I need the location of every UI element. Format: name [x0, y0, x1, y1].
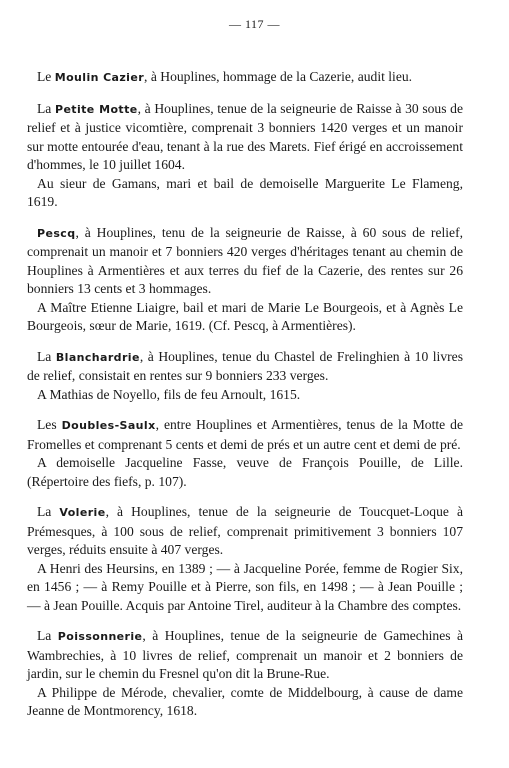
entry-holder-paragraph: A demoiselle Jacqueline Fasse, veuve de François Pouille, de Lille. (Répertoire des fiefs, p. 107).: [27, 455, 463, 489]
fief-name: Moulin Cazier: [54, 71, 145, 84]
entry-paragraph: [27, 627, 463, 684]
fief-name: Volerie: [59, 506, 106, 519]
entry-lead: La: [37, 628, 58, 643]
fief-name: Doubles-Saulx: [61, 419, 156, 432]
entry-holder-paragraph: A Maître Etienne Liaigre, bail et mari de Marie Le Bourgeois, et à Agnès Le Bourgeois, sœur de Marie, 1619. (Cf. Pescq, à Armentières).: [27, 299, 463, 333]
fief-name: Blanchardrie: [55, 350, 140, 364]
entry-text: , entre Houplines et Armentières, tenus de la Motte de Fromelles et comprenant 5 cents et demi de prés et un autre cent et demi de pré.: [27, 417, 463, 452]
entry-lead: Le: [37, 69, 55, 84]
fief-name: Poissonnerie: [57, 630, 143, 643]
entry-volerie: [27, 503, 463, 615]
entry-paragraph: [27, 503, 463, 560]
entry-text: , à Houplines, tenue de la seigneurie de Gamechines à Wambrechies, à 10 livres de relief, comprenait un manoir et 2 bonniers de jardin, sur le chemin du Fresnel qu'on dit la Brune-Rue.: [27, 628, 463, 681]
entry-pescq: [27, 224, 463, 336]
entry-poissonnerie: [27, 627, 463, 721]
entry-moulin-cazier: [27, 68, 463, 88]
entry-text: , à Houplines, tenue du Chastel de Frelinghien à 10 livres de relief, consistait en rentes sur 9 bonniers 233 verges.: [27, 348, 463, 383]
entry-lead: La: [37, 504, 60, 519]
entry-paragraph: [27, 348, 463, 386]
entry-lead: La: [37, 100, 55, 116]
entry-paragraph: [27, 416, 463, 454]
entry-holder-paragraph: A Mathias de Noyello, fils de feu Arnoult, 1615.: [37, 386, 301, 402]
entry-text: , à Houplines, tenue de la seigneurie de Raisse à 30 sous de relief et à justice vicomtière, comprenait 3 bonniers 1420 verges et un manoir sur motte entourée d'eau, tenant à la rue des Marets. Fief érigé en accroissement d'hommes, le 10 juillet 1604.: [27, 100, 463, 172]
entry-lead: La: [37, 348, 56, 364]
entry-petite-motte: [27, 100, 463, 212]
page-number: — 117 —: [228, 17, 281, 31]
entry-paragraph: [27, 224, 463, 299]
fief-name: Petite Motte: [54, 102, 138, 116]
fief-name: Pescq: [37, 226, 76, 240]
entry-holder-paragraph: A Henri des Heursins, en 1389 ; — à Jacqueline Porée, femme de Rogier Six, en 1456 ; — à Remy Pouille et à Pierre, son fils, en 1498 ; — à Jean Pouille ; — à Jean Pouille. Acquis par Antoine Tirel, auditeur à la Chambre des comptes.: [27, 560, 463, 613]
entry-doubles-saulx: [27, 416, 463, 491]
entry-text: , à Houplines, tenue de la seigneurie de Toucquet-Loque à Prémesques, à 100 sous de relief, comprenait primitivement 3 bonniers 107 verges, réduits ensuite à 407 verges.: [27, 504, 463, 557]
entry-holder-paragraph: A Philippe de Mérode, chevalier, comte de Middelbourg, à cause de dame Jeanne de Montmorency, 1618.: [27, 684, 463, 718]
entry-text: , à Houplines, tenu de la seigneurie de Raisse, à 60 sous de relief, comprenait un manoir et 7 bonniers 420 verges d'héritages tenant au chemin de Houplines à Armentières et aux terres du fief de la Cazerie, des rentes sur 26 bonniers 13 cents et 3 hommages.: [27, 224, 463, 296]
entry-lead: Les: [37, 417, 62, 432]
page-body: [27, 68, 463, 733]
entry-blanchardrie: [27, 348, 463, 405]
entry-holder-paragraph: Au sieur de Gamans, mari et bail de demoiselle Marguerite Le Flameng, 1619.: [27, 175, 463, 209]
entry-paragraph: [27, 68, 463, 88]
entry-text: , à Houplines, hommage de la Cazerie, audit lieu.: [144, 69, 413, 84]
entry-paragraph: [27, 100, 463, 175]
